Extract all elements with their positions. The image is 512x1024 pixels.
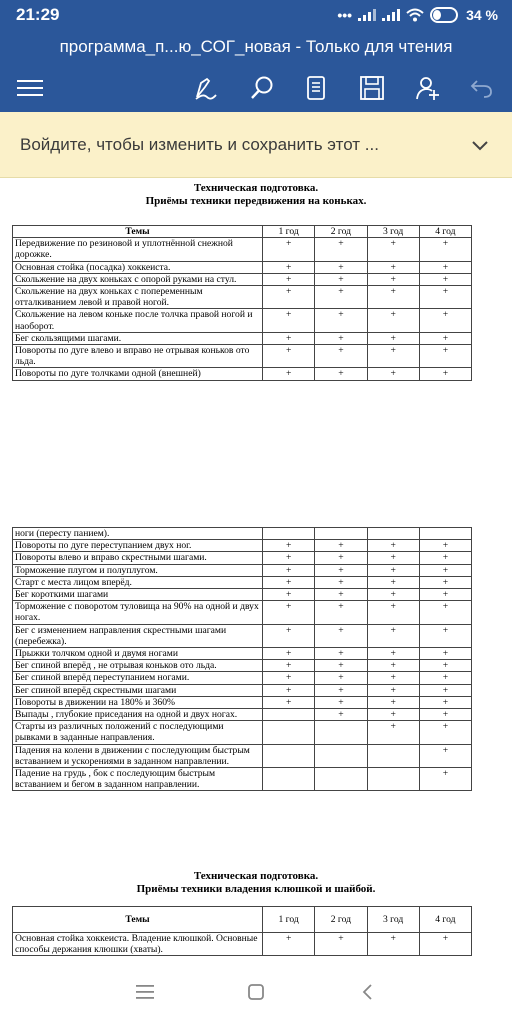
year-4-mark: + [419, 540, 471, 552]
year-3-mark: + [367, 709, 419, 721]
table-row [13, 564, 472, 576]
year-1-mark: + [263, 552, 315, 564]
topic-cell: Выпады , глубокие приседания на одной и двух ногах. [13, 709, 263, 721]
year-1-mark: + [263, 576, 315, 588]
skating-table-part1 [12, 225, 472, 381]
header-year-2: 2 год [315, 907, 367, 933]
table-row [13, 368, 472, 380]
chevron-down-icon[interactable] [468, 133, 492, 157]
year-4-mark: + [419, 286, 471, 309]
topic-cell: Основная стойка (посадка) хоккеиста. [13, 261, 263, 273]
year-2-mark [315, 528, 367, 540]
table-row [13, 601, 472, 624]
topic-cell: Повороты по дуге переступанием двух ног. [13, 540, 263, 552]
status-bar [0, 0, 512, 30]
header-year-3: 3 год [367, 226, 419, 238]
year-2-mark: + [315, 332, 367, 344]
year-3-mark: + [367, 273, 419, 285]
table-row [13, 709, 472, 721]
year-1-mark: + [263, 238, 315, 261]
year-4-mark: + [419, 744, 471, 767]
topic-cell: Повороты по дуге влево и вправо не отрывая коньков ото льда. [13, 345, 263, 368]
year-4-mark: + [419, 309, 471, 332]
table-row [13, 696, 472, 708]
year-3-mark: + [367, 261, 419, 273]
table-row [13, 540, 472, 552]
topic-cell: Старт с места лицом вперёд. [13, 576, 263, 588]
share-person-icon[interactable] [412, 72, 444, 104]
year-3-mark: + [367, 332, 419, 344]
wifi-icon [406, 8, 424, 22]
year-4-mark: + [419, 709, 471, 721]
year-3-mark: + [367, 589, 419, 601]
reading-view-icon[interactable] [300, 72, 332, 104]
year-1-mark: + [263, 933, 315, 956]
year-1-mark: + [263, 684, 315, 696]
topic-cell: Основная стойка хоккеиста. Владение клюшкой. Основные способы держания клюшки (хваты). [13, 933, 263, 956]
table-row [13, 624, 472, 647]
year-4-mark: + [419, 684, 471, 696]
table-row [13, 576, 472, 588]
year-4-mark: + [419, 273, 471, 285]
table-row [13, 672, 472, 684]
topic-cell: Бег короткими шагами [13, 589, 263, 601]
year-1-mark: + [263, 589, 315, 601]
year-2-mark: + [315, 552, 367, 564]
year-2-mark: + [315, 696, 367, 708]
table-row [13, 273, 472, 285]
status-indicators [337, 7, 498, 23]
document-area[interactable] [0, 178, 512, 960]
topic-cell: Торможение с поворотом туловища на 90% на одной и двух ногах. [13, 601, 263, 624]
year-3-mark: + [367, 624, 419, 647]
signal-icon-2 [382, 9, 400, 21]
year-4-mark: + [419, 660, 471, 672]
year-1-mark: + [263, 345, 315, 368]
year-2-mark: + [315, 309, 367, 332]
year-1-mark: + [263, 261, 315, 273]
year-4-mark: + [419, 589, 471, 601]
year-4-mark: + [419, 624, 471, 647]
year-3-mark [367, 768, 419, 791]
back-icon[interactable] [347, 972, 387, 1012]
year-2-mark: + [315, 672, 367, 684]
year-3-mark: + [367, 345, 419, 368]
topic-cell: Бег скользящими шагами. [13, 332, 263, 344]
table-row [13, 744, 472, 767]
toolbar [0, 64, 512, 112]
header-topics: Темы [13, 226, 263, 238]
topic-cell: Передвижение по резиновой и уплотнённой снежной дорожке. [13, 238, 263, 261]
year-1-mark [263, 709, 315, 721]
year-4-mark: + [419, 238, 471, 261]
stick-puck-table [12, 906, 472, 956]
year-2-mark: + [315, 273, 367, 285]
year-3-mark: + [367, 368, 419, 380]
year-2-mark: + [315, 576, 367, 588]
year-4-mark [419, 528, 471, 540]
header-year-3: 3 год [367, 907, 419, 933]
header-topics: Темы [13, 907, 263, 933]
year-3-mark: + [367, 552, 419, 564]
year-1-mark [263, 721, 315, 744]
section1-title: Техническая подготовка. [193, 182, 319, 194]
year-3-mark: + [367, 660, 419, 672]
year-3-mark [367, 744, 419, 767]
year-4-mark: + [419, 261, 471, 273]
year-1-mark: + [263, 564, 315, 576]
year-4-mark: + [419, 721, 471, 744]
header-year-1: 1 год [263, 226, 315, 238]
section1-subtitle: Приёмы техники передвижения на коньках. [145, 195, 367, 207]
year-1-mark [263, 768, 315, 791]
table-row [13, 648, 472, 660]
home-icon[interactable] [236, 972, 276, 1012]
year-4-mark: + [419, 368, 471, 380]
topic-cell: Падение на грудь , бок с последующим быстрым вставанием и бегом в заданном направлении. [13, 768, 263, 791]
year-1-mark: + [263, 273, 315, 285]
year-4-mark: + [419, 696, 471, 708]
year-1-mark: + [263, 368, 315, 380]
banner-message: Войдите, чтобы изменить и сохранить этот ... [20, 134, 379, 154]
topic-cell: Падения на колени в движении с последующим быстрым вставанием и ускорениями в заданном направлении. [13, 744, 263, 767]
topic-cell: Повороты в движении на 180% и 360% [13, 696, 263, 708]
header-year-2: 2 год [315, 226, 367, 238]
year-1-mark: + [263, 540, 315, 552]
sign-in-banner[interactable] [0, 112, 512, 178]
topic-cell: Скольжение на двух коньках с опорой руками на стул. [13, 273, 263, 285]
year-3-mark: + [367, 696, 419, 708]
year-2-mark [315, 721, 367, 744]
topic-cell: Повороты влево и вправо скрестными шагами. [13, 552, 263, 564]
year-2-mark: + [315, 601, 367, 624]
year-2-mark: + [315, 368, 367, 380]
topic-cell: ноги (пересту панием). [13, 528, 263, 540]
year-4-mark: + [419, 564, 471, 576]
year-4-mark: + [419, 601, 471, 624]
topic-cell: Бег с изменением направления скрестными шагами (перебежка). [13, 624, 263, 647]
header-year-4: 4 год [419, 226, 471, 238]
year-1-mark: + [263, 624, 315, 647]
year-1-mark [263, 528, 315, 540]
battery-percent: 34 % [466, 7, 498, 23]
year-2-mark: + [315, 261, 367, 273]
header-year-4: 4 год [419, 907, 471, 933]
topic-cell: Прыжки толчком одной и двумя ногами [13, 648, 263, 660]
year-2-mark: + [315, 564, 367, 576]
table-header-row [13, 226, 472, 238]
section3-subtitle: Приёмы техники владения клюшкой и шайбой. [136, 883, 376, 895]
topic-cell: Бег спиной вперёд переступанием ногами. [13, 672, 263, 684]
year-3-mark: + [367, 238, 419, 261]
table-row [13, 768, 472, 791]
year-1-mark: + [263, 696, 315, 708]
year-1-mark: + [263, 332, 315, 344]
table-row [13, 345, 472, 368]
system-nav-bar [0, 960, 512, 1024]
year-2-mark: + [315, 933, 367, 956]
year-1-mark: + [263, 601, 315, 624]
year-1-mark: + [263, 286, 315, 309]
year-3-mark: + [367, 684, 419, 696]
recent-apps-icon[interactable] [125, 972, 165, 1012]
year-4-mark: + [419, 345, 471, 368]
year-3-mark: + [367, 286, 419, 309]
year-4-mark: + [419, 672, 471, 684]
year-2-mark: + [315, 709, 367, 721]
save-icon[interactable] [356, 72, 388, 104]
table-row [13, 528, 472, 540]
year-4-mark: + [419, 768, 471, 791]
year-2-mark: + [315, 238, 367, 261]
menu-icon[interactable] [14, 72, 46, 104]
year-4-mark: + [419, 576, 471, 588]
year-3-mark: + [367, 648, 419, 660]
year-2-mark: + [315, 648, 367, 660]
year-4-mark: + [419, 933, 471, 956]
undo-icon[interactable] [466, 72, 498, 104]
year-2-mark: + [315, 624, 367, 647]
year-1-mark: + [263, 660, 315, 672]
year-3-mark: + [367, 540, 419, 552]
signal-icon [358, 9, 376, 21]
topic-cell: Старты из различных положений с последующими рывками в заданные направления. [13, 721, 263, 744]
table-row [13, 286, 472, 309]
year-2-mark [315, 744, 367, 767]
year-4-mark: + [419, 552, 471, 564]
table-row [13, 261, 472, 273]
year-3-mark: + [367, 564, 419, 576]
table-row [13, 332, 472, 344]
year-2-mark: + [315, 589, 367, 601]
search-icon[interactable] [246, 72, 278, 104]
table-row [13, 684, 472, 696]
year-1-mark [263, 744, 315, 767]
topic-cell: Скольжение на двух коньках с попеременным отталкиванием левой и правой ногой. [13, 286, 263, 309]
year-2-mark: + [315, 660, 367, 672]
year-2-mark: + [315, 345, 367, 368]
year-1-mark: + [263, 309, 315, 332]
year-3-mark: + [367, 576, 419, 588]
table-row [13, 552, 472, 564]
table-row [13, 238, 472, 261]
year-1-mark: + [263, 648, 315, 660]
year-3-mark: + [367, 309, 419, 332]
year-4-mark: + [419, 332, 471, 344]
year-2-mark: + [315, 286, 367, 309]
year-2-mark: + [315, 540, 367, 552]
table-row [13, 309, 472, 332]
section3-title: Техническая подготовка. [193, 870, 319, 882]
draw-pen-icon[interactable] [190, 72, 222, 104]
topic-cell: Повороты по дуге толчками одной (внешней) [13, 368, 263, 380]
header-year-1: 1 год [263, 907, 315, 933]
topic-cell: Скольжение на левом коньке после толчка правой ногой и наоборот. [13, 309, 263, 332]
year-3-mark [367, 528, 419, 540]
year-3-mark: + [367, 933, 419, 956]
topic-cell: Торможение плугом и полуплугом. [13, 564, 263, 576]
table-row [13, 721, 472, 744]
skating-table-part2 [12, 527, 472, 791]
topic-cell: Бег спиной вперёд скрестными шагами [13, 684, 263, 696]
year-2-mark [315, 768, 367, 791]
table-row [13, 589, 472, 601]
table-header-row [13, 907, 472, 933]
year-1-mark: + [263, 672, 315, 684]
table-row [13, 660, 472, 672]
table-row [13, 933, 472, 956]
year-3-mark: + [367, 721, 419, 744]
year-3-mark: + [367, 601, 419, 624]
year-4-mark: + [419, 648, 471, 660]
status-time: 21:29 [16, 5, 60, 24]
more-dots: ••• [337, 7, 353, 23]
battery-icon [430, 7, 460, 23]
document-title: программа_п...ю_СОГ_новая - Только для чтения [0, 30, 512, 64]
year-2-mark: + [315, 684, 367, 696]
year-3-mark: + [367, 672, 419, 684]
topic-cell: Бег спиной вперёд , не отрывая коньков ото льда. [13, 660, 263, 672]
